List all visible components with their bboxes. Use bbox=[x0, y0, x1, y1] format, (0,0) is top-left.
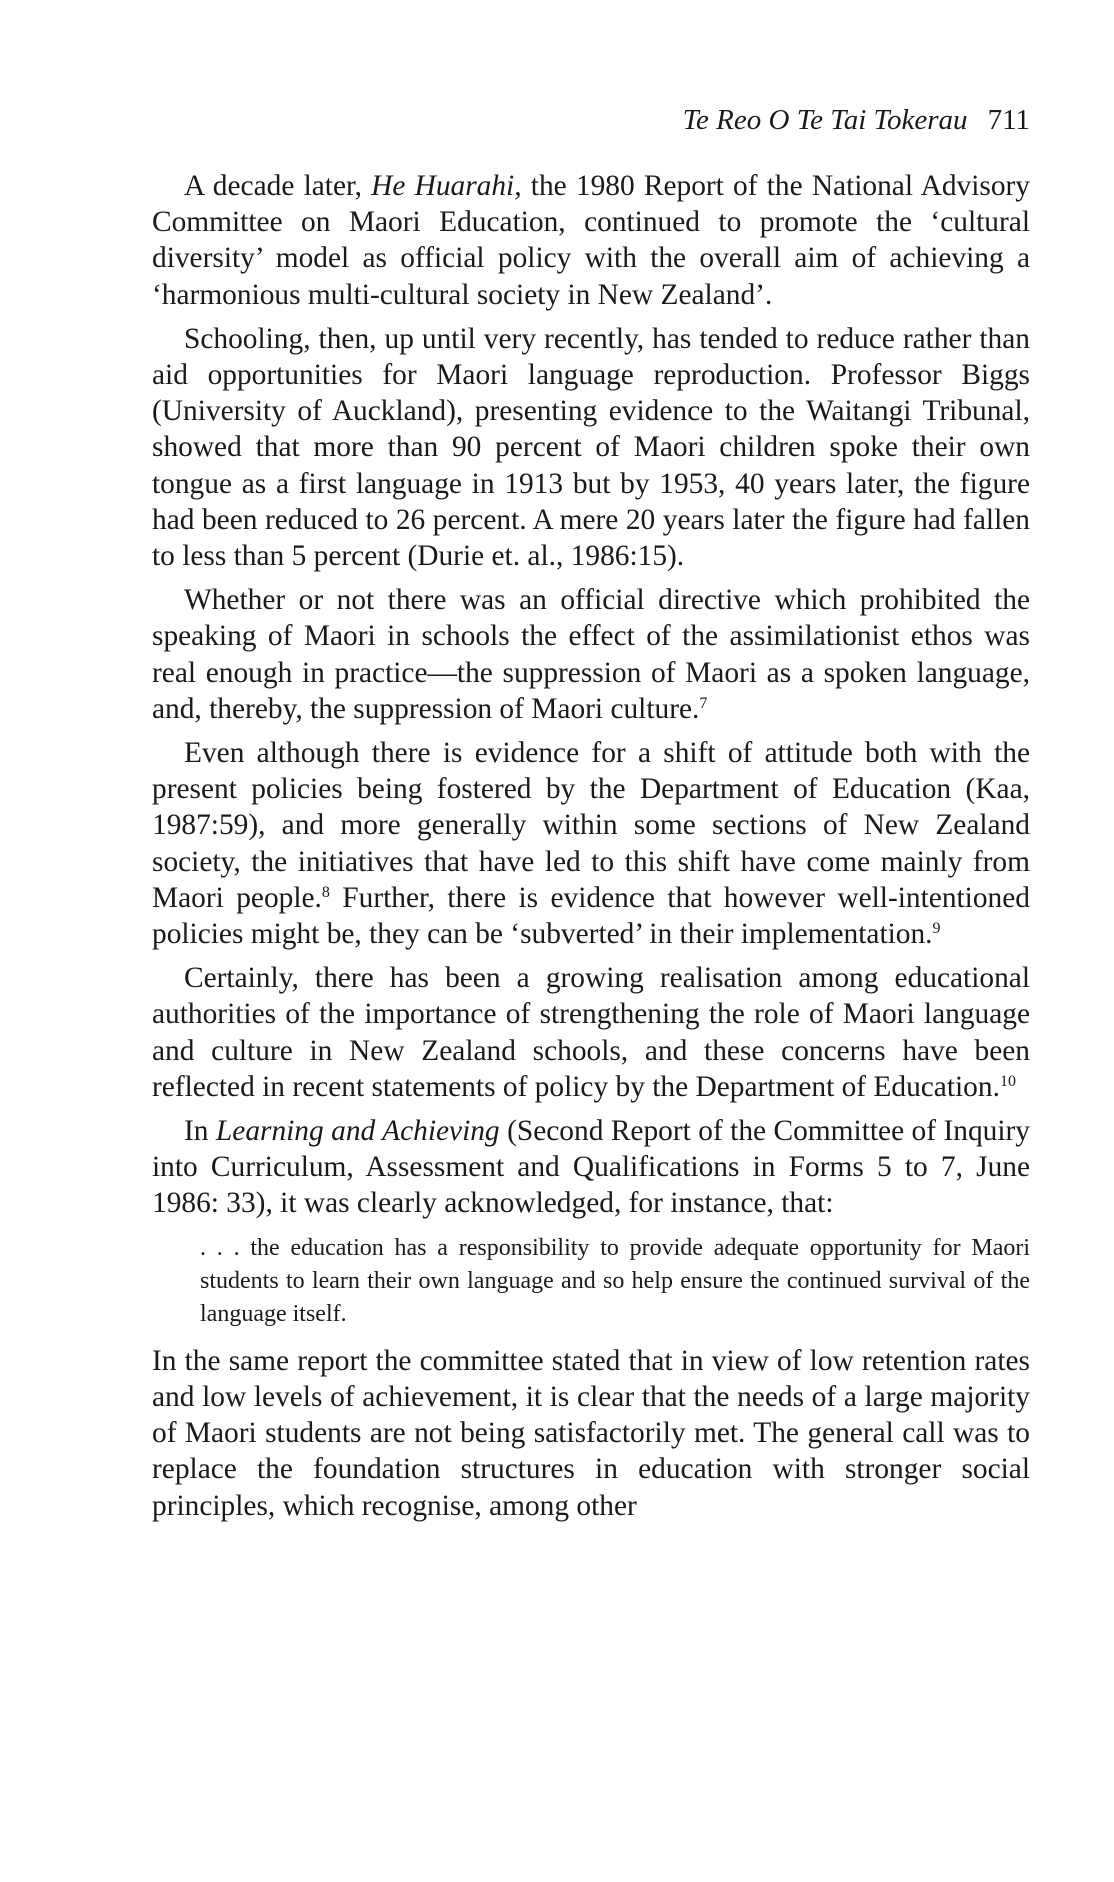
paragraph-7: In the same report the committee stated that in view of low retention rates and low levels of achievement, it is clear that the needs of a large majority of Maori students are not being satisfactorily met. The general call was to replace the foundation structures in education with stronger social principles, which recognise, among other bbox=[152, 1344, 1030, 1522]
footnote-ref-10: 10 bbox=[999, 1072, 1016, 1090]
paragraph-6-text-c: (Second Report of the Committee of Inquiry into Curriculum, Assessment and Qualifications in Forms 5 to 7, June 1986: 33), it was clearly acknowledged, for instance, that: bbox=[152, 1115, 1030, 1220]
body-text bbox=[152, 168, 1030, 1524]
paragraph-2: Schooling, then, up until very recently, has tended to reduce rather than aid opportunities for Maori language reproduction. Professor Biggs (University of Auckland), presenting evidence to the Waitangi Tribunal, showed that more than 90 percent of Maori children spoke their own tongue as a first language in 1913 but by 1953, 40 years later, the figure had been reduced to 26 percent. A mere 20 years later the figure had fallen to less than 5 percent (Durie et. al., 1986:15). bbox=[152, 322, 1030, 573]
paragraph-1-text-a: A decade later, bbox=[184, 170, 372, 202]
paragraph-1-title-italic: He Huarahi, bbox=[371, 170, 522, 202]
paragraph-1-text-c: the 1980 Report of the National Advisory Committee on Maori Education, continued to promote the ‘cultural diversity’ model as official policy with the overall aim of achieving a ‘harmonious multi-cultural society in New Zealand’. bbox=[152, 170, 1030, 311]
paragraph-5-text: Certainly, there has been a growing realisation among educational authorities of the importance of strengthening the role of Maori language and culture in New Zealand schools, and these concerns have been reflected in recent statements of policy by the Department of Education. bbox=[152, 962, 1030, 1103]
running-head bbox=[152, 100, 1030, 140]
paragraph-1 bbox=[152, 168, 1030, 313]
footnote-ref-8: 8 bbox=[321, 883, 330, 901]
paragraph-4-text-b: Further, there is evidence that however well-intentioned policies might be, they can be ‘subverted’ in their implementation. bbox=[152, 881, 1030, 951]
paragraph-3-text: Whether or not there was an official directive which prohibited the speaking of Maori in schools the effect of the assimilationist ethos was real enough in practice—the suppression of Maori as a spoken language, and, thereby, the suppression of Maori culture. bbox=[152, 584, 1030, 725]
paragraph-3 bbox=[152, 582, 1030, 727]
block-quote: . . . the education has a responsibility to provide adequate opportunity for Maori students to learn their own language and so help ensure the continued survival of the language itself. bbox=[200, 1234, 1030, 1327]
running-head-title: Te Reo O Te Tai Tokerau bbox=[682, 104, 968, 136]
paragraph-4 bbox=[152, 735, 1030, 952]
page-number: 711 bbox=[987, 104, 1030, 136]
paragraph-6 bbox=[152, 1113, 1030, 1222]
paragraph-4-text-a: Even although there is evidence for a shift of attitude both with the present policies being fostered by the Department of Education (Kaa, 1987:59), and more generally within some sections of New Zealand society, the initiatives that have led to this shift have come mainly from Maori people. bbox=[152, 737, 1030, 914]
footnote-ref-7: 7 bbox=[699, 694, 708, 712]
paragraph-6-title-italic: Learning and Achieving bbox=[215, 1115, 500, 1148]
footnote-ref-9: 9 bbox=[932, 920, 941, 938]
paragraph-6-text-a: In bbox=[184, 1115, 216, 1148]
paragraph-5 bbox=[152, 960, 1030, 1105]
book-page bbox=[152, 100, 1030, 1532]
